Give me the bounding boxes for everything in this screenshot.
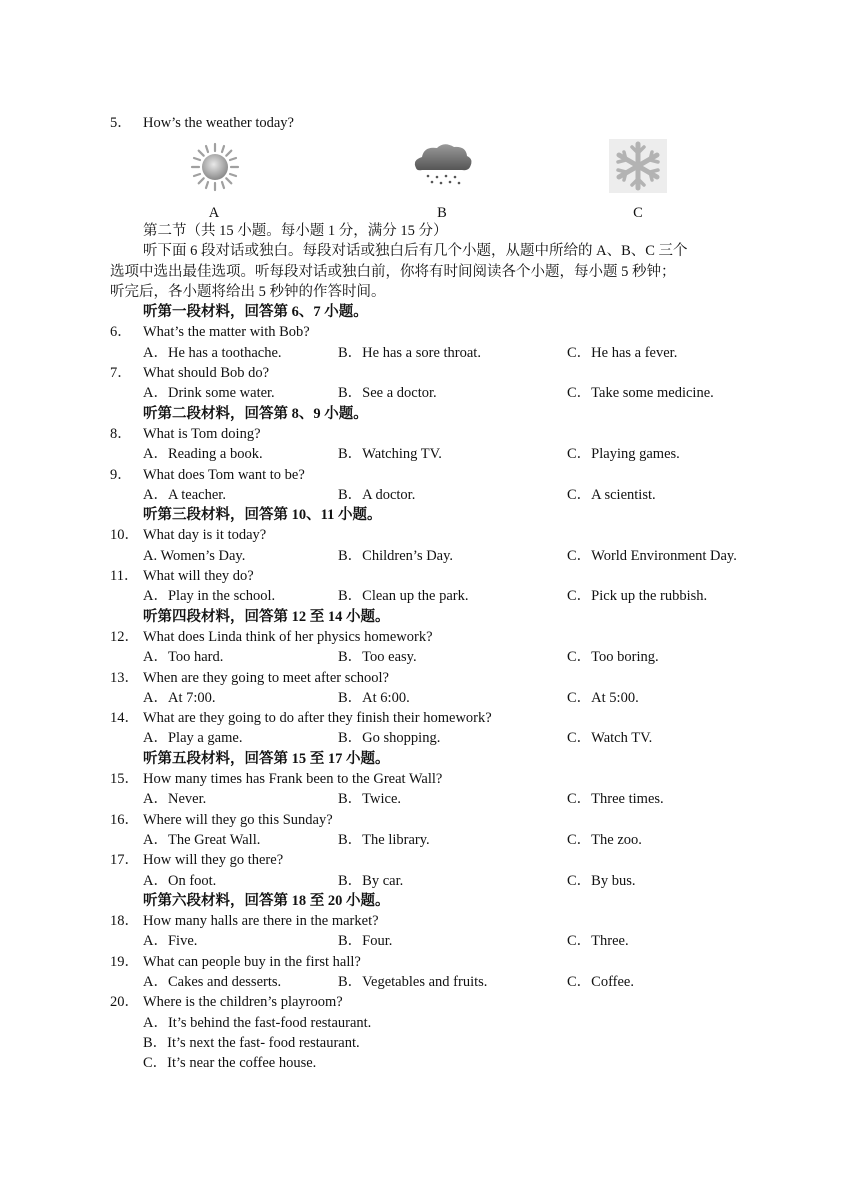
snowflake-icon [609, 139, 667, 193]
section-intro-line: 听完后，各小题将给出 5 秒钟的作答时间。 [110, 283, 386, 300]
question-text: Where is the children’s playroom? [143, 994, 343, 1011]
question-number: 16． [110, 811, 139, 828]
option-a: A．Play a game. [143, 730, 243, 747]
option-a: A．Never. [143, 791, 207, 808]
section-title: 第二节（共 15 小题。每小题 1 分，满分 15 分） [143, 223, 448, 239]
question-number: 17． [110, 852, 139, 869]
question-number: 20． [110, 994, 139, 1011]
question-number: 14． [110, 710, 139, 727]
question-number: 10． [110, 527, 139, 544]
question-number: 11． [110, 568, 139, 585]
question-number: 19． [110, 953, 139, 970]
question-5 [110, 113, 755, 133]
option-b: B．Four. [338, 933, 393, 950]
question-text: When are they going to meet after school? [143, 669, 389, 686]
question-number: 12． [110, 628, 139, 645]
question-text: How many halls are there in the market? [143, 913, 379, 930]
option-b: B．By car. [338, 872, 404, 889]
option-b: B．Go shopping. [338, 730, 441, 747]
section-two [110, 221, 755, 1073]
option-c: C．World Environment Day. [567, 547, 737, 564]
option-a: A．The Great Wall. [143, 831, 261, 848]
material-header: 听第六段材料，回答第 18 至 20 小题。 [143, 892, 390, 909]
question-number: 15． [110, 771, 139, 788]
option-b: B．Twice. [338, 791, 402, 808]
question-text: What does Tom want to be? [143, 466, 305, 483]
question-number: 9． [110, 466, 132, 483]
option-a: A．It’s behind the fast-food restaurant. [143, 1014, 372, 1031]
rain-cloud-icon [410, 140, 474, 190]
question-text: What does Linda think of her physics homework? [143, 628, 433, 645]
section-intro-line: 选项中选出最佳选项。听每段对话或独白前，你将有时间阅读各个小题，每小题 5 秒钟； [110, 263, 676, 280]
question-text: How will they go there? [143, 852, 284, 869]
option-c: C．At 5:00. [567, 689, 639, 706]
option-c: C．He has a fever. [567, 344, 678, 361]
question-number: 6． [110, 324, 132, 341]
question-text: What day is it today? [143, 527, 267, 544]
option-a: A．At 7:00. [143, 689, 216, 706]
option-c: C．Pick up the rubbish. [567, 588, 708, 605]
option-c: C．Three times. [567, 791, 664, 808]
question-number: 5． [110, 115, 132, 131]
question-number: 18． [110, 913, 139, 930]
option-b: B．Clean up the park. [338, 588, 469, 605]
option-c: C．Three. [567, 933, 629, 950]
option-a: A．A teacher. [143, 486, 226, 503]
option-b: B．He has a sore throat. [338, 344, 481, 361]
option-c: C．It’s near the coffee house. [143, 1055, 317, 1072]
option-c: C．Playing games. [567, 446, 680, 463]
question-text: What are they going to do after they finish their homework? [143, 710, 492, 727]
option-b: B．Vegetables and fruits. [338, 973, 488, 990]
option-b: B．It’s next the fast- food restaurant. [143, 1034, 360, 1051]
option-a: A．Too hard. [143, 649, 224, 666]
question-text: How’s the weather today? [143, 115, 294, 131]
option-c: C．By bus. [567, 872, 636, 889]
option-c: C．Take some medicine. [567, 385, 714, 402]
question-number: 13． [110, 669, 139, 686]
option-a: A．Drink some water. [143, 385, 275, 402]
option-b: B．Watching TV. [338, 446, 442, 463]
option-a: A. Women’s Day. [143, 547, 246, 564]
option-label-c: C [633, 205, 643, 221]
option-b: B．Too easy. [338, 649, 417, 666]
question-text: Where will they go this Sunday? [143, 811, 333, 828]
question-number: 7． [110, 365, 132, 382]
option-c: C．The zoo. [567, 831, 642, 848]
question-text: What’s the matter with Bob? [143, 324, 310, 341]
option-a: A．On foot. [143, 872, 217, 889]
option-label-b: B [437, 205, 447, 221]
option-a: A．Reading a book. [143, 446, 263, 463]
option-c: C．Watch TV. [567, 730, 653, 747]
option-c: C．Too boring. [567, 649, 659, 666]
option-a: A．He has a toothache. [143, 344, 282, 361]
material-header: 听第五段材料，回答第 15 至 17 小题。 [143, 750, 390, 767]
question-text: How many times has Frank been to the Great Wall? [143, 771, 443, 788]
option-b: B．Children’s Day. [338, 547, 454, 564]
question-text: What will they do? [143, 568, 254, 585]
question-text: What should Bob do? [143, 365, 270, 382]
option-b: B．The library. [338, 831, 430, 848]
sun-icon [190, 142, 240, 192]
option-label-a: A [208, 205, 220, 221]
option-b: B．At 6:00. [338, 689, 410, 706]
option-b: B．A doctor. [338, 486, 416, 503]
material-header: 听第二段材料，回答第 8、9 小题。 [143, 405, 368, 422]
material-header: 听第四段材料，回答第 12 至 14 小题。 [143, 608, 390, 625]
option-a: A．Five. [143, 933, 198, 950]
material-header: 听第一段材料，回答第 6、7 小题。 [143, 304, 368, 321]
material-header: 听第三段材料，回答第 10、11 小题。 [143, 507, 382, 524]
section-intro-line: 听下面 6 段对话或独白。每段对话或独白后有几个小题，从题中所给的 A、B、C 三个 [143, 243, 688, 260]
option-b: B．See a doctor. [338, 385, 437, 402]
question-number: 8． [110, 425, 132, 442]
option-a: A．Play in the school. [143, 588, 276, 605]
question-text: What can people buy in the first hall? [143, 953, 361, 970]
option-c: C．Coffee. [567, 973, 634, 990]
option-c: C．A scientist. [567, 486, 656, 503]
question-text: What is Tom doing? [143, 425, 261, 442]
option-a: A．Cakes and desserts. [143, 973, 282, 990]
